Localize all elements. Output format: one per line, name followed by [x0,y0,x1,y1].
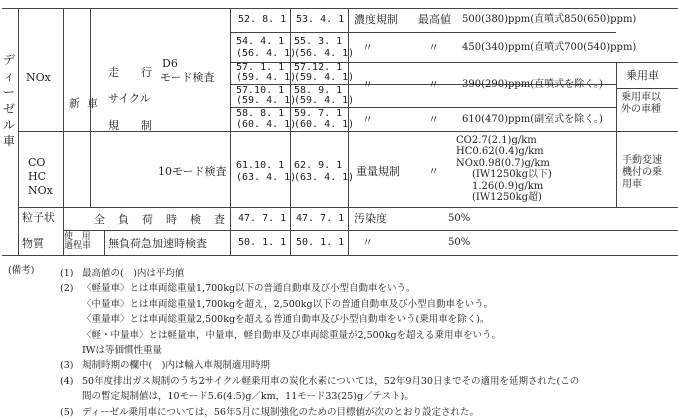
running-cycle-regulation: 走 行 サイクル 規 制 [108,66,152,132]
rule [63,230,678,231]
nox-row1-type: 濃度規制 [354,13,398,26]
note-line: (4) 50年度排出ガス規制のうち2サイクル軽乗用車の炭化水素については，52年9月30日までその適用を延期された(この [60,375,580,387]
notes-list [60,266,579,420]
test-10mode-label: 10モード検査 [158,165,227,178]
nox-row5-mark: 〃 [428,113,439,126]
pollutant-pm-1: 粒子状 [22,211,55,224]
nox-row5-type: 〃 [362,113,373,126]
test-d6-label: D6 モード検査 [160,57,215,84]
co-row-mark: 〃 [428,165,439,178]
nox-row2-mark: 〃 [428,41,439,54]
nox-row2-type: 〃 [362,41,373,54]
nox-row2-value: 450(340)ppm(直噴式700(540)ppm) [462,42,637,53]
nox-row5-date2: 59. 7. 1 (60. 4. 1) [294,108,355,130]
nox-row5-date1: 58. 8. 1 (60. 4. 1) [236,108,297,130]
rule [2,8,678,9]
rule [18,8,19,255]
note-line: IWは等価慣性重量 [82,345,163,357]
test-no-load-label: 無負荷急加速時検査 [108,237,207,250]
nox-row3-date1: 57. 1. 1 (59. 4. 1) [236,62,297,83]
nox-row3-date2: 57.12. 1 (59. 4. 1) [294,62,355,83]
used-row-type: 〃 [362,236,373,249]
note-line: 〈軽・中量車〉とは軽量車，中量車，軽自動車及び車両総重量が2,500kgを超える乗用車をいう。 [82,329,502,341]
rule [616,62,678,63]
co-row-type: 重量規制 [356,165,400,178]
nox-row3-mark: 〃 [428,78,439,91]
used-car-label: 使 用 過程車 [64,232,92,252]
note-line: (1) 最高値の( )内は平均値 [60,268,185,279]
co-row-date2: 62. 9. 1 (63. 4. 1) [294,160,355,183]
pm-row-date2: 47. 7. 1 [296,213,345,224]
rule [616,62,617,207]
pollutant-co-hc-nox: CO HC NOx [28,156,53,197]
nox-row2-date1: 54. 4. 1 (56. 4. 1) [236,36,297,59]
co-row-date1: 61.10. 1 (63. 4. 1) [236,160,297,183]
note-line: (3) 規制時期の欄中( )内は輸入車規制適用時期 [60,360,270,372]
pollutant-pm-2: 物質 [22,237,44,250]
rule [2,255,678,256]
rule [104,230,105,255]
note-line: (2) 〈軽量車〉とは車両総重量1,700kg以下の普通自動車及び小型自動車をいう。 [60,283,416,295]
note-line: (5) ディーゼル乗用車については，56年5月に規制強化のための目標値が次のとおり設定された。 [60,406,479,418]
rule [63,8,64,255]
nox-row3-type: 〃 [362,78,373,91]
nox-row4-date2: 58. 9. 1 (59. 4. 1) [294,85,355,106]
notes-title: (備考) [8,265,35,276]
nox-row4-date1: 57.10. 1 (59. 4. 1) [236,85,297,106]
rule [230,32,616,33]
used-row-date2: 50. 1. 1 [296,237,345,248]
used-row-date1: 50. 1. 1 [238,237,287,248]
nox-row1-mark: 最高値 [418,13,451,26]
note-line: 間の暫定規制値は，10モード5.6(4.5)g／km，11モード33(25)g／テスト)。 [82,391,414,403]
test-full-load-label: 全 負 荷 時 検 査 [94,213,226,226]
co-row-vehicle: 手動変速 機付の乗 用車 [622,155,662,190]
rule [616,88,678,89]
nox-row2-date2: 55. 3. 1 (56. 4. 1) [294,36,355,59]
nox-row3-value: 390(290)ppm(直噴式を除く。) [462,79,603,90]
pm-row-date1: 47. 7. 1 [238,213,287,224]
nox-row1-date1: 52. 8. 1 [238,14,287,25]
nox-row1-value: 500(380)ppm(直噴式850(650)ppm) [462,14,637,25]
pm-row-value: 50% [448,213,471,224]
rule [230,107,616,108]
vehicle-category-diesel: デ ィ ー ゼ ル 車 [3,53,16,148]
used-row-value: 50% [448,237,471,248]
vehicle-type-other: 乗用車以 外の車種 [621,92,661,115]
pm-row-type: 汚染度 [354,212,387,225]
new-car-label: 新 車 [69,97,98,110]
nox-row5-value: 610(470)ppm(副室式を除く。) [462,114,603,125]
note-line: 〈中量車〉とは車両総重量1,700kgを超え，2,500kg以下の普通自動車及び小型自動車をいう。 [82,298,494,310]
co-row-values: CO2.7(2.1)g/km HC0.62(0.4)g/km NOx0.98(0.7)g/km (IW1250kg以下) 1.26(0.9)g/km (IW1250kg超) [456,135,552,203]
pollutant-nox: NOx [26,71,51,84]
rule [230,8,231,255]
vehicle-type-passenger: 乗用車 [626,69,659,82]
nox-row1-date2: 53. 4. 1 [296,14,345,25]
note-line: 〈重量車〉とは車両総重量2,500kgを超える普通自動車及び小型自動車をいう(乗用車を除く)。 [82,314,490,326]
